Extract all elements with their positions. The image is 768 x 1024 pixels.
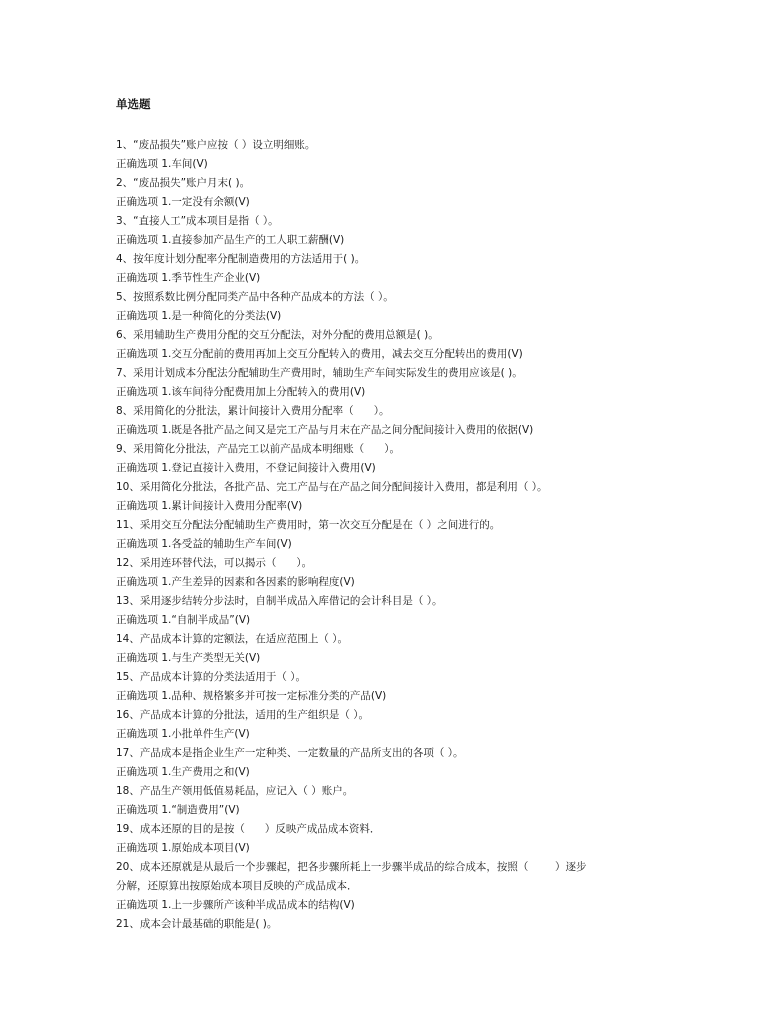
text-line: 正确选项 1.小批单件生产(V) <box>116 728 250 740</box>
text-line: 21、成本会计最基础的职能是( )。 <box>116 918 278 930</box>
text-line: 20、成本还原就是从最后一个步骤起，把各步骤所耗上一步骤半成品的综合成本，按照（ ）逐步 <box>116 861 587 873</box>
text-line: 正确选项 1.车间(V) <box>116 158 208 170</box>
text-line: 16、产品成本计算的分批法，适用的生产组织是（ ）。 <box>116 709 369 721</box>
text-line: 正确选项 1.交互分配前的费用再加上交互分配转入的费用，减去交互分配转出的费用(V) <box>116 348 523 360</box>
text-line: 正确选项 1.直接参加产品生产的工人职工薪酬(V) <box>116 234 345 246</box>
text-line: 正确选项 1.季节性生产企业(V) <box>116 272 261 284</box>
text-line: 5、按照系数比例分配同类产品中各种产品成本的方法（ ）。 <box>116 291 394 303</box>
text-line: 15、产品成本计算的分类法适用于（ ）。 <box>116 671 306 683</box>
text-line: 正确选项 1.生产费用之和(V) <box>116 766 250 778</box>
text-line: 11、采用交互分配法分配辅助生产费用时，第一次交互分配是在（ ）之间进行的。 <box>116 519 501 531</box>
text-line: 正确选项 1.原始成本项目(V) <box>116 842 250 854</box>
text-line: 正确选项 1.累计间接计入费用分配率(V) <box>116 500 303 512</box>
text-line: 14、产品成本计算的定额法，在适应范围上（ ）。 <box>116 633 348 645</box>
text-line: 17、产品成本是指企业生产一定种类、一定数量的产品所支出的各项（ ）。 <box>116 747 464 759</box>
text-line: 正确选项 1.产生差异的因素和各因素的影响程度(V) <box>116 576 355 588</box>
text-line: 正确选项 1.“自制半成品”(V) <box>116 614 251 626</box>
text-line: 正确选项 1.与生产类型无关(V) <box>116 652 261 664</box>
text-line: 正确选项 1.品种、规格繁多并可按一定标准分类的产品(V) <box>116 690 387 702</box>
text-line: 正确选项 1.是一种简化的分类法(V) <box>116 310 282 322</box>
section-heading: 单选题 <box>116 97 151 111</box>
document-page <box>116 96 656 934</box>
text-line: 13、采用逐步结转分步法时，自制半成品入库借记的会计科目是（ ）。 <box>116 595 443 607</box>
text-line: 正确选项 1.一定没有余额(V) <box>116 196 250 208</box>
text-line: 6、采用辅助生产费用分配的交互分配法，对外分配的费用总额是( )。 <box>116 329 439 341</box>
text-line: 4、按年度计划分配率分配制造费用的方法适用于( )。 <box>116 253 366 265</box>
text-line: 7、采用计划成本分配法分配辅助生产费用时，辅助生产车间实际发生的费用应该是( )。 <box>116 367 523 379</box>
text-line: 2、“废品损失”账户月末( )。 <box>116 177 251 189</box>
text-line: 8、采用简化的分批法，累计间接计入费用分配率（ ）。 <box>116 405 390 417</box>
text-line: 18、产品生产领用低值易耗品，应记入（ ）账户。 <box>116 785 354 797</box>
text-line: 正确选项 1.上一步骤所产该种半成品成本的结构(V) <box>116 899 355 911</box>
text-line: 正确选项 1.“制造费用”(V) <box>116 804 240 816</box>
text-line: 正确选项 1.各受益的辅助生产车间(V) <box>116 538 292 550</box>
question-list <box>116 136 656 934</box>
text-line: 19、成本还原的目的是按（ ）反映产成品成本资料． <box>116 823 381 835</box>
text-line: 10、采用简化分批法，各批产品、完工产品与在产品之间分配间接计入费用，都是利用（ ）。 <box>116 481 548 493</box>
text-line: 9、采用简化分批法，产品完工以前产品成本明细账（ ）。 <box>116 443 400 455</box>
text-line: 分解，还原算出按原始成本项目反映的产成品成本． <box>116 880 358 892</box>
text-line: 正确选项 1.该车间待分配费用加上分配转入的费用(V) <box>116 386 366 398</box>
text-line: 1、“废品损失”账户应按（ ）设立明细账。 <box>116 139 316 151</box>
text-line: 3、“直接人工”成本项目是指（ ）。 <box>116 215 279 227</box>
text-line: 正确选项 1.既是各批产品之间又是完工产品与月末在产品之间分配间接计入费用的依据(V) <box>116 424 534 436</box>
text-line: 正确选项 1.登记直接计入费用，不登记间接计入费用(V) <box>116 462 376 474</box>
text-line: 12、采用连环替代法，可以揭示（ ）。 <box>116 557 313 569</box>
